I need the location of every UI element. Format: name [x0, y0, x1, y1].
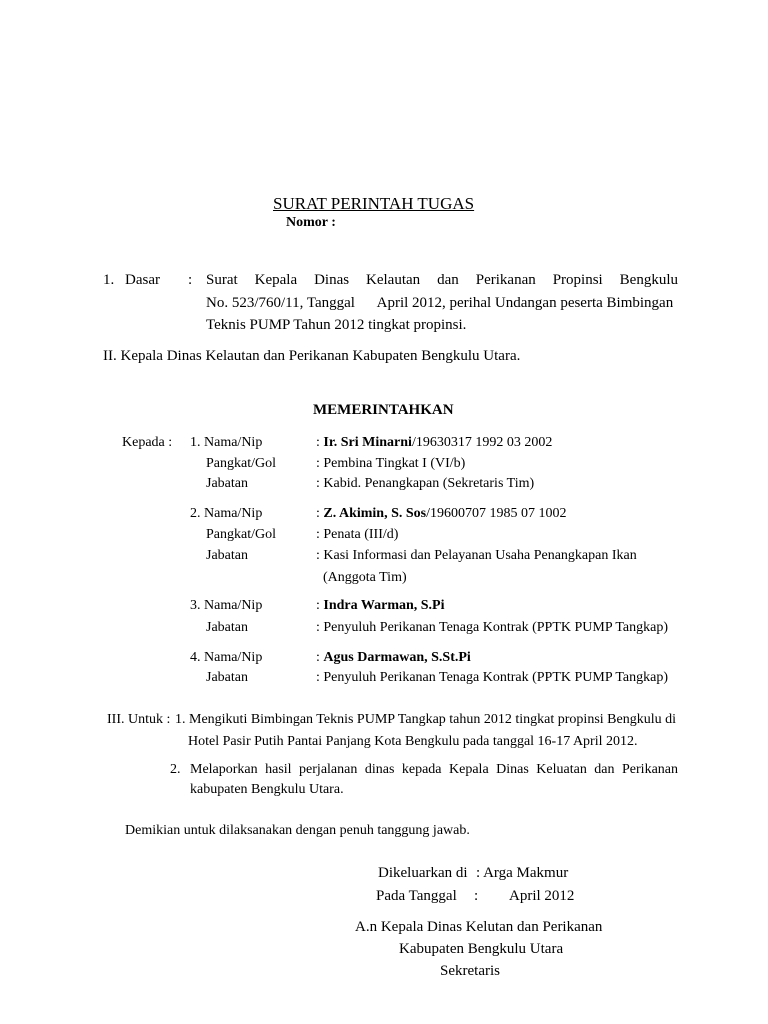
untuk-item-1-line-1: 1. Mengikuti Bimbingan Teknis PUMP Tangkap tahun 2012 tingkat propinsi Bengkulu di: [175, 712, 676, 727]
person-3-nama-label: 3. Nama/Nip: [190, 598, 263, 613]
person-2-jabatan-cont: (Anggota Tim): [323, 570, 407, 585]
person-2-nip: /19600707 1985 07 1002: [426, 506, 567, 521]
memerintahkan-heading: MEMERINTAHKAN: [313, 402, 454, 418]
tanggal-colon: :: [474, 888, 479, 904]
closing-statement: Demikian untuk dilaksanakan dengan penuh tanggung jawab.: [125, 823, 470, 838]
dasar-line-2: No. 523/760/11, Tanggal April 2012, perihal Undangan peserta Bimbingan: [206, 295, 674, 311]
untuk-item-1-line-2: Hotel Pasir Putih Pantai Panjang Kota Bengkulu pada tanggal 16-17 April 2012.: [188, 734, 638, 749]
person-4-name: Agus Darmawan, S.St.Pi: [323, 650, 471, 665]
dasar-number: 1.: [103, 272, 115, 288]
dasar-line-3: Teknis PUMP Tahun 2012 tingkat propinsi.: [206, 317, 467, 333]
person-2-pangkat: : Penata (III/d): [316, 527, 399, 542]
untuk-label: III. Untuk :: [107, 712, 171, 727]
sekretaris-line: Sekretaris: [440, 963, 500, 979]
person-1-pangkat: : Pembina Tingkat I (VI/b): [316, 456, 466, 471]
person-2-jabatan: : Kasi Informasi dan Pelayanan Usaha Penangkapan Ikan: [316, 548, 637, 563]
dasar-colon: :: [188, 272, 193, 288]
person-2-nama-label: 2. Nama/Nip: [190, 506, 263, 521]
section-2: II. Kepala Dinas Kelautan dan Perikanan Kabupaten Bengkulu Utara.: [103, 348, 521, 364]
person-1-pangkat-label: Pangkat/Gol: [206, 456, 276, 471]
person-1-jabatan-label: Jabatan: [206, 476, 248, 491]
nomor-label: Nomor :: [286, 215, 336, 230]
untuk-item-2-line-2: kabupaten Bengkulu Utara.: [190, 782, 344, 797]
kepada-label: Kepada :: [122, 435, 173, 450]
tanggal-value: April 2012: [509, 888, 575, 904]
dikeluarkan-label: Dikeluarkan di: [378, 865, 468, 881]
person-4-nama: : Agus Darmawan, S.St.Pi: [316, 650, 471, 665]
person-2-nama: : Z. Akimin, S. Sos/19600707 1985 07 1002: [316, 506, 567, 521]
person-4-jabatan-label: Jabatan: [206, 670, 248, 685]
person-3-nama: : Indra Warman, S.Pi: [316, 598, 445, 613]
person-3-jabatan-label: Jabatan: [206, 620, 248, 635]
person-3-name: Indra Warman, S.Pi: [323, 598, 445, 613]
person-1-nip: /19630317 1992 03 2002: [411, 435, 553, 450]
dikeluarkan-value: : Arga Makmur: [476, 865, 569, 881]
kabupaten-line: Kabupaten Bengkulu Utara: [399, 941, 564, 957]
an-kepala-dinas: A.n Kepala Dinas Kelutan dan Perikanan: [355, 919, 603, 935]
person-1-nama-label: 1. Nama/Nip: [190, 435, 263, 450]
person-4-nama-label: 4. Nama/Nip: [190, 650, 263, 665]
person-2-name: Z. Akimin, S. Sos: [323, 506, 427, 521]
person-2-pangkat-label: Pangkat/Gol: [206, 527, 276, 542]
dasar-line-1: Surat Kepala Dinas Kelautan dan Perikanan Propinsi Bengkulu: [206, 272, 678, 288]
person-2-jabatan-label: Jabatan: [206, 548, 248, 563]
untuk-item-2-number: 2.: [170, 762, 181, 777]
person-3-jabatan: : Penyuluh Perikanan Tenaga Kontrak (PPTK PUMP Tangkap): [316, 620, 669, 635]
untuk-item-2-line-1: Melaporkan hasil perjalanan dinas kepada Kepala Dinas Keluatan dan Perikanan: [190, 762, 678, 777]
document-title: SURAT PERINTAH TUGAS: [273, 194, 475, 213]
tanggal-label: Pada Tanggal: [376, 888, 457, 904]
person-1-nama: : Ir. Sri Minarni/19630317 1992 03 2002: [316, 435, 553, 450]
person-4-jabatan: : Penyuluh Perikanan Tenaga Kontrak (PPTK PUMP Tangkap): [316, 670, 669, 685]
dasar-label: Dasar: [125, 272, 160, 288]
person-1-jabatan: : Kabid. Penangkapan (Sekretaris Tim): [316, 476, 535, 491]
person-1-name: Ir. Sri Minarni: [323, 435, 412, 450]
